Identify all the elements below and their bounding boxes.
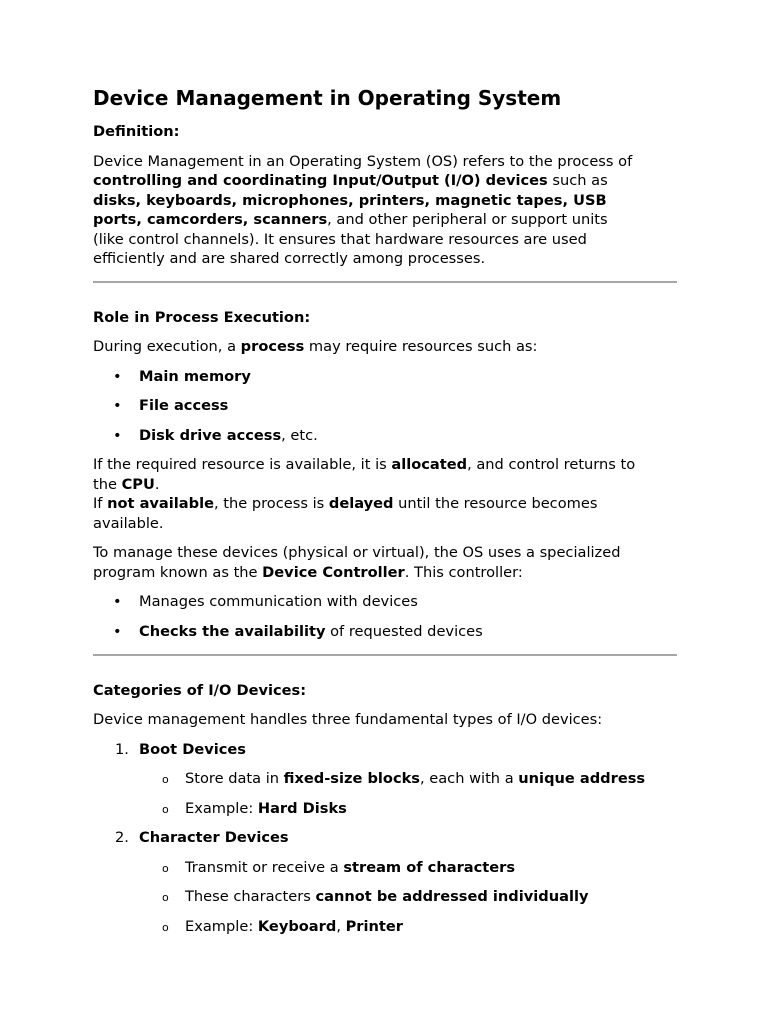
page-title: Device Management in Operating System [93,86,562,110]
list-item: o Transmit or receive a stream of characters [162,858,516,876]
list-item: o These characters cannot be addressed individually [162,888,589,905]
resource-list [93,367,677,456]
controller-list [93,592,677,642]
definition-line-3: disks, keyboards, microphones, printers, magnetic tapes, USB [93,191,607,209]
list-item: o Example: Hard Disks [162,799,347,817]
divider-1 [93,281,677,283]
list-item: o Store data in fixed-size blocks, each with a unique address [162,770,646,787]
list-item: • Manages communication with devices [113,593,418,610]
list-item: • Disk drive access, etc. [113,426,318,444]
definition-line-2: controlling and coordinating Input/Output (I/O) devices such as [93,172,608,189]
document-content [93,84,677,946]
divider-2 [93,654,677,656]
category-boot-devices: 1. Boot Devices [115,740,246,758]
role-label: Role in Process Execution: [93,308,311,326]
list-item: • Main memory [113,367,251,385]
categories-list [93,740,677,947]
definition-label: Definition: [93,123,180,140]
definition-paragraph [93,152,677,269]
definition-line-1: Device Management in an Operating System (OS) refers to the process of [93,152,633,170]
allocation-paragraph: If the required resource is available, it is allocated, and control returns to the CPU. If not available, the process is delayed until the resource becomes available. [93,456,636,532]
category-character-devices: 2. Character Devices [115,829,289,846]
list-item: • File access [113,397,229,414]
definition-line-5: (like control channels). It ensures that hardware resources are used [93,230,587,248]
role-intro: During execution, a process may require resources such as: [93,338,538,355]
controller-paragraph: To manage these devices (physical or virtual), the OS uses a specialized program known as the Device Controller. This controller: [93,544,621,581]
list-item: • Checks the availability of requested devices [113,622,483,640]
list-item: o Example: Keyboard, Printer [162,917,403,935]
definition-line-6: efficiently and are shared correctly among processes. [93,250,486,267]
definition-line-4: ports, camcorders, scanners, and other peripheral or support units [93,211,608,228]
categories-label: Categories of I/O Devices: [93,681,307,699]
categories-intro: Device management handles three fundamental types of I/O devices: [93,711,603,728]
